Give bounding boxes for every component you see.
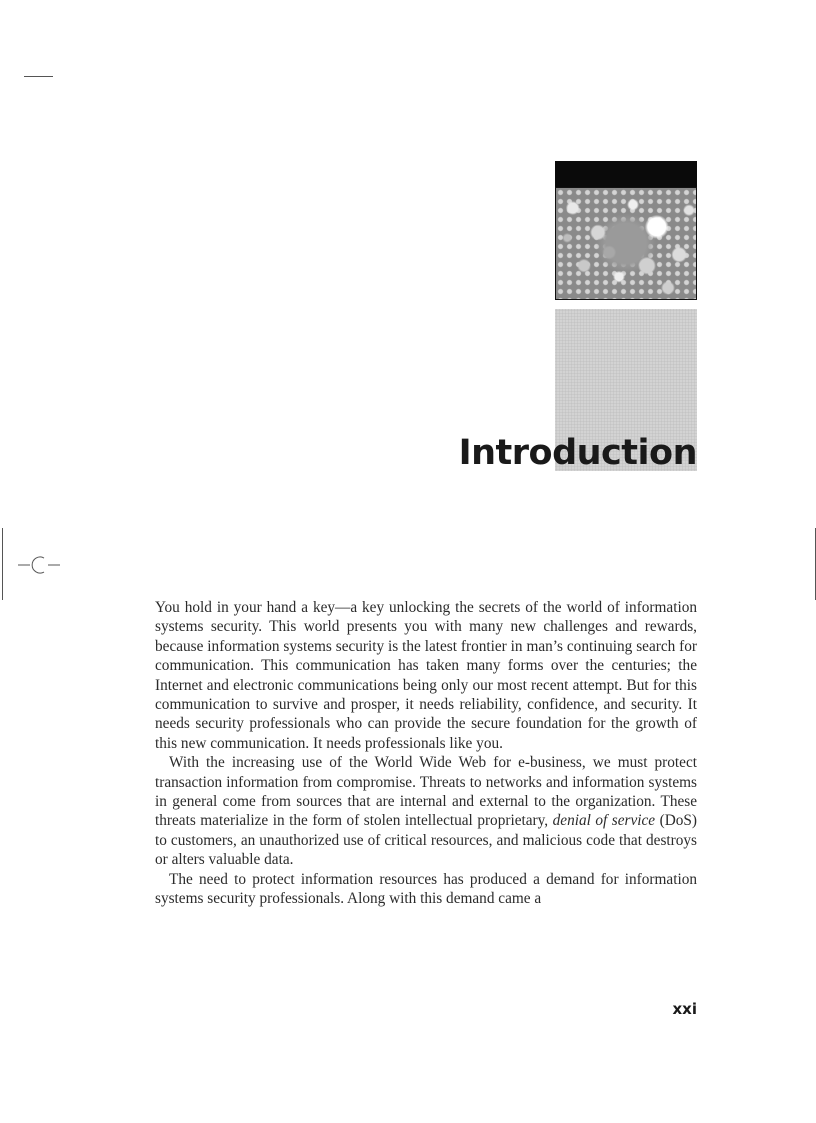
paragraph-3: The need to protect information resources has produced a demand for information systems security professionals. Along with this demand came a bbox=[155, 870, 697, 908]
chapter-title: Introduction bbox=[458, 433, 697, 473]
paragraph-2-start: With the increasing use of the World Wide Web for e-business, we must protect transaction information from compromise. Threats to networks and information systems in general come from sources that are internal and external to the organization. These threats materialize in the form of stolen intellectual proprietary, bbox=[155, 754, 697, 830]
paragraph-2 bbox=[155, 753, 697, 869]
registration-mark-icon bbox=[14, 553, 62, 577]
paragraph-2-end: (DoS) to customers, an unauthorized use of critical resources, and malicious code that destroys or alters valuable data. bbox=[155, 812, 698, 869]
opener-texture-image bbox=[555, 187, 697, 300]
crop-mark-left-vertical bbox=[2, 528, 3, 600]
page-number: xxi bbox=[672, 1000, 697, 1018]
body-text bbox=[155, 598, 697, 909]
crop-mark-top-left bbox=[24, 76, 53, 77]
opener-black-bar bbox=[555, 161, 697, 187]
paragraph-1: You hold in your hand a key—a key unlocking the secrets of the world of information systems security. This world presents you with many new challenges and rewards, because information systems security is the latest frontier in man’s continuing search for communication. This communication has taken many forms over the centuries; the Internet and electronic communications being only our most recent attempt. But for this communication to survive and prosper, it needs reliability, confidence, and security. It needs security professionals who can provide the secure foundation for the growth of this new communication. It needs professionals like you. bbox=[155, 599, 697, 752]
paragraph-2-italic-term: denial of service bbox=[552, 812, 656, 830]
